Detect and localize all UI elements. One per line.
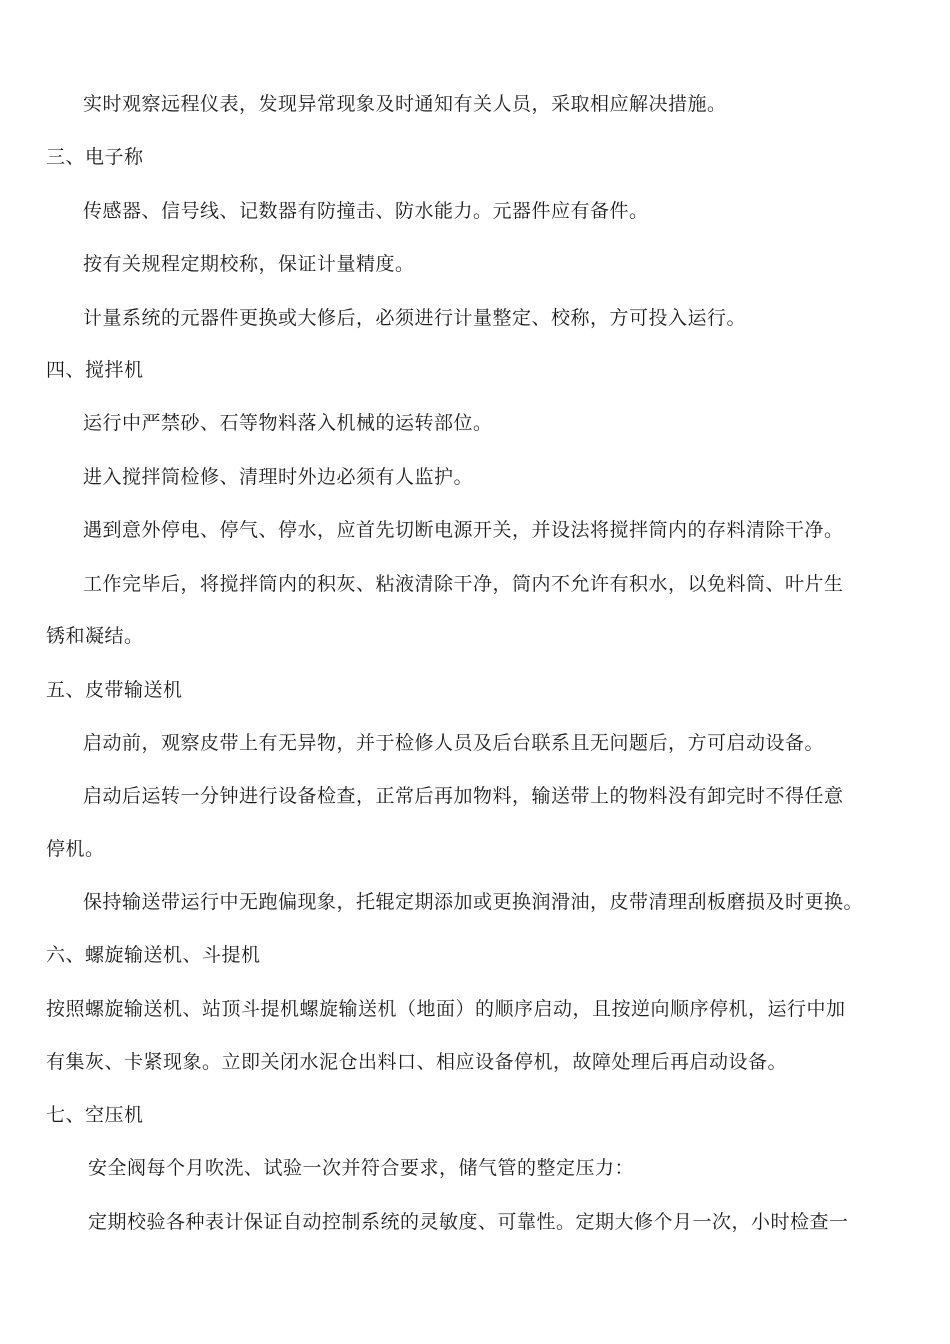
section-heading-screw-conveyor: 六、螺旋输送机、斗提机 xyxy=(46,944,261,966)
paragraph-line: 定期校验各种表计保证自动控制系统的灵敏度、可靠性。定期大修个月一次，小时检查一 xyxy=(88,1211,849,1233)
paragraph-line: 有集灰、卡紧现象。立即关闭水泥仓出料口、相应设备停机，故障处理后再启动设备。 xyxy=(46,1051,788,1073)
section-heading-belt-conveyor: 五、皮带输送机 xyxy=(46,679,183,701)
paragraph-line: 安全阀每个月吹洗、试验一次并符合要求，储气管的整定压力： xyxy=(88,1157,635,1179)
paragraph-line: 运行中严禁砂、石等物料落入机械的运转部位。 xyxy=(83,412,493,434)
paragraph-line: 计量系统的元器件更换或大修后，必须进行计量整定、校称，方可投入运行。 xyxy=(83,307,747,329)
paragraph-line: 保持输送带运行中无跑偏现象，托辊定期添加或更换润滑油，皮带清理刮板磨损及时更换。 xyxy=(83,891,864,913)
paragraph-line: 传感器、信号线、记数器有防撞击、防水能力。元器件应有备件。 xyxy=(83,200,649,222)
paragraph-line: 启动后运转一分钟进行设备检查，正常后再加物料，输送带上的物料没有卸完时不得任意 xyxy=(83,785,844,807)
paragraph-line: 实时观察远程仪表，发现异常现象及时通知有关人员，采取相应解决措施。 xyxy=(83,93,727,115)
paragraph-continuation: 停机。 xyxy=(46,838,105,860)
section-heading-electronic-scale: 三、电子称 xyxy=(46,146,144,168)
paragraph-continuation: 锈和凝结。 xyxy=(46,625,144,647)
paragraph-line: 进入搅拌筒检修、清理时外边必须有人监护。 xyxy=(83,466,474,488)
paragraph-line: 工作完毕后，将搅拌筒内的积灰、粘液清除干净，筒内不允许有积水，以免料筒、叶片生 xyxy=(83,573,844,595)
paragraph-line: 按照螺旋输送机、站顶斗提机螺旋输送机（地面）的顺序启动，且按逆向顺序停机，运行中加 xyxy=(46,998,846,1020)
section-heading-air-compressor: 七、空压机 xyxy=(46,1104,144,1126)
paragraph-line: 遇到意外停电、停气、停水，应首先切断电源开关，并设法将搅拌筒内的存料清除干净。 xyxy=(83,519,844,541)
section-heading-mixer: 四、搅拌机 xyxy=(46,359,144,381)
paragraph-line: 启动前，观察皮带上有无异物，并于检修人员及后台联系且无问题后，方可启动设备。 xyxy=(83,732,825,754)
paragraph-line: 按有关规程定期校称，保证计量精度。 xyxy=(83,253,415,275)
